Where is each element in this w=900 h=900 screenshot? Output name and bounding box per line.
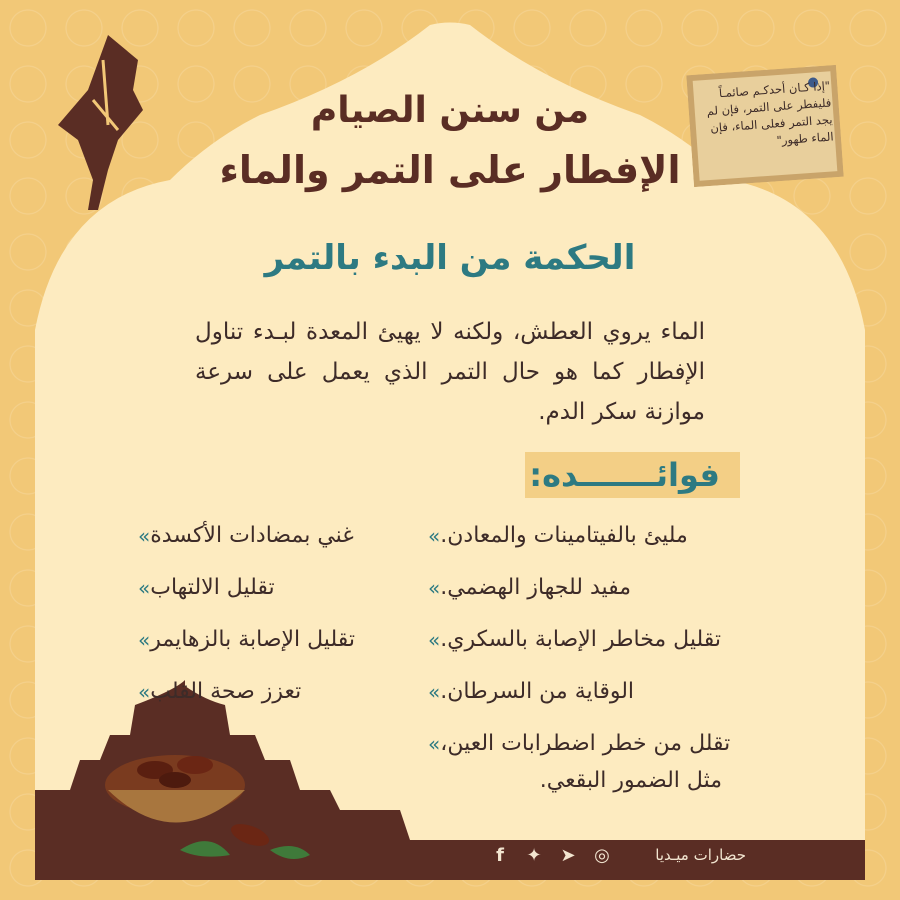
list-item: » تقليل الالتهاب [130, 562, 390, 614]
palm-logo-icon [48, 30, 148, 215]
list-item: » مفيد للجهاز الهضمي. [420, 562, 750, 614]
benefits-right-list [420, 510, 750, 770]
title-line-1: من سنن الصيام [310, 90, 590, 131]
list-item: » الوقاية من السرطان. [420, 666, 750, 718]
subtitle: الحكمة من البدء بالتمر [264, 238, 636, 278]
bullet-icon: » [428, 628, 441, 652]
facebook-icon[interactable]: f [496, 844, 504, 866]
bullet-icon: » [138, 680, 151, 704]
benefits-right-tail: مثل الضمور البقعي. [539, 768, 722, 793]
instagram-icon[interactable]: ◎ [594, 844, 610, 866]
title-line-2: الإفطار على التمر والماء [219, 148, 681, 192]
bullet-icon: » [428, 576, 441, 600]
benefits-heading: فوائـــــــده: [529, 456, 720, 494]
telegram-icon[interactable]: ➤ [560, 844, 576, 866]
social-icons [488, 843, 614, 867]
bullet-icon: » [428, 680, 441, 704]
bullet-icon: » [138, 524, 151, 548]
list-item: » مليئ بالفيتامينات والمعادن. [420, 510, 750, 562]
list-item: » تقلل من خطر اضطرابات العين، [420, 718, 750, 770]
list-item: » تقليل مخاطر الإصابة بالسكري. [420, 614, 750, 666]
paragraph: الماء يروي العطش، ولكنه لا يهيئ المعدة لبـدء تناول الإفطار كما هو حال التمر الذي يعمل على سرعة موازنة سكر الدم. [195, 319, 705, 425]
twitter-icon[interactable]: ✦ [526, 844, 542, 866]
bullet-icon: » [428, 732, 441, 756]
list-item: » غني بمضادات الأكسدة [130, 510, 390, 562]
bullet-icon: » [138, 628, 151, 652]
bullet-icon: » [138, 576, 151, 600]
bullet-icon: » [428, 524, 441, 548]
list-item: » تقليل الإصابة بالزهايمر [130, 614, 390, 666]
list-item: » تعزز صحة القلب [130, 666, 390, 718]
benefits-left-list [130, 510, 390, 718]
hadith-note-text: "إذا كـان أحدكـم صائمـاً فليفطر على التمر، فإن لم يجد التمر فعلى الماء، فإن الماء طهور" [706, 78, 835, 148]
dates-bowl-image [100, 735, 320, 875]
footer-brand: حضارات ميـديا [655, 846, 746, 864]
